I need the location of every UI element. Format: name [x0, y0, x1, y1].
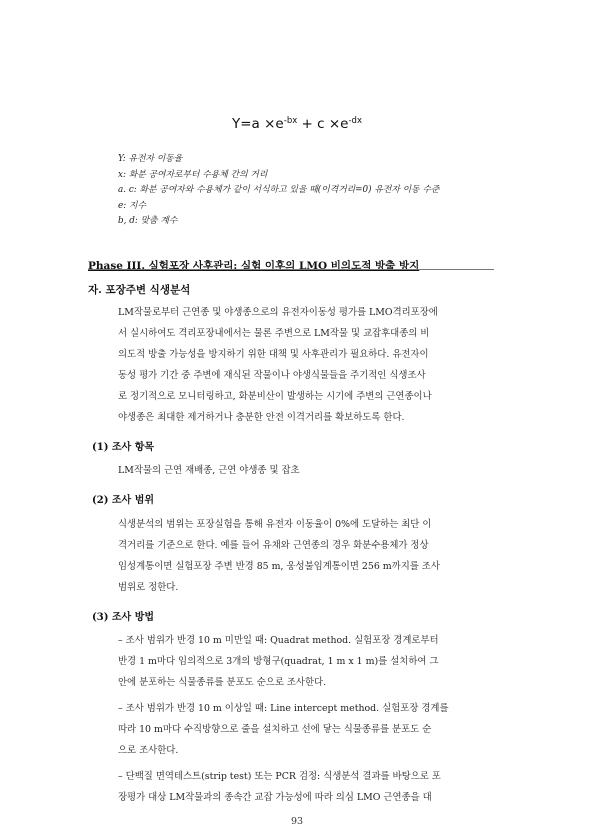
paragraph-line: – 조사 범위가 반경 10 m 이상일 때: Line intercept method. 실험포장 경계를	[118, 703, 449, 714]
paragraph-line: – 단백질 면역테스트(strip test) 또는 PCR 검정: 식생분석 결과를 바탕으로 포	[118, 771, 441, 782]
definition-line: x: 화분 공여자로부터 수용체 간의 거리	[118, 170, 268, 180]
definition-line: Y: 유전자 이동율	[118, 154, 183, 164]
paragraph-line: 로 정기적으로 모니터링하고, 화분비산이 발생하는 시기에 주변의 근연종이나	[118, 391, 432, 402]
formula	[0, 116, 594, 132]
paragraph-line: 안에 분포하는 식물종류를 분포도 순으로 조사한다.	[118, 677, 327, 688]
formula-exponent-2: -dx	[348, 116, 362, 126]
formula-part-a: Y=a ×e	[232, 116, 284, 132]
paragraph-line: 식생분석의 범위는 포장실험을 통해 유전자 이동율이 0%에 도달하는 최단 이	[118, 519, 432, 530]
formula-exponent-1: -bx	[283, 116, 298, 126]
paragraph-line: 반경 1 m마다 임의적으로 3개의 방형구(quadrat, 1 m x 1 m)를 설치하여 그	[118, 656, 439, 667]
definition-line: b, d: 맞춤 계수	[118, 216, 178, 226]
page-number: 93	[290, 816, 304, 827]
paragraph-line: 서 실시하여도 격리포장내에서는 물론 주변으로 LM작물 및 교잡후대종의 비	[118, 328, 430, 339]
paragraph-line: 장평가 대상 LM작물과의 종속간 교잡 가능성에 따라 의심 LMO 근연종을 대	[118, 792, 432, 803]
subsection-title-scope: (2) 조사 범위	[92, 495, 155, 506]
paragraph-line: 범위로 정한다.	[118, 582, 179, 593]
paragraph-line: – 조사 범위가 반경 10 m 미만일 때: Quadrat method. 실험포장 경계로부터	[118, 635, 439, 646]
definition-line: e: 지수	[118, 201, 146, 211]
paragraph-line: 격거리를 기준으로 한다. 예를 들어 유채와 근연종의 경우 화분수용체가 정상	[118, 540, 429, 551]
section-title: 자. 포장주변 식생분석	[88, 284, 191, 296]
items-line: LM작물의 근연 재배종, 근연 야생종 및 잡초	[118, 465, 300, 476]
subsection-title-items: (1) 조사 항목	[92, 442, 155, 453]
phase-title: Phase III. 실험포장 사후관리: 실험 이후의 LMO 비의도적 방출 방지	[88, 260, 420, 272]
paragraph-line: LM작물로부터 근연종 및 야생종으로의 유전자이동성 평가를 LMO격리포장에	[118, 307, 438, 318]
paragraph-line: 야생종은 최대한 제거하거나 충분한 안전 이격거리를 확보하도록 한다.	[118, 412, 405, 423]
definition-line: a. c: 화분 공여자와 수용체가 같이 서식하고 있을 때(이격거리=0) 유전자 이동 수준	[118, 185, 440, 195]
paragraph-line: 임성계통이면 실험포장 주변 반경 85 m, 웅성불임계통이면 256 m까지를 조사	[118, 561, 440, 572]
phase-divider	[88, 269, 494, 270]
formula-part-c: + c ×e	[297, 116, 349, 132]
paragraph-line: 의도적 방출 가능성을 방지하기 위한 대책 및 사후관리가 필요하다. 유전자이	[118, 349, 429, 360]
paragraph-line: 동성 평가 기간 중 주변에 재식된 작물이나 야생식물들을 주기적인 식생조사	[118, 370, 426, 381]
paragraph-line: 따라 10 m마다 수직방향으로 줄을 설치하고 선에 닿는 식물종류를 분포도 순	[118, 724, 432, 735]
paragraph-line: 으로 조사한다.	[118, 745, 179, 756]
subsection-title-method: (3) 조사 방법	[92, 612, 155, 623]
